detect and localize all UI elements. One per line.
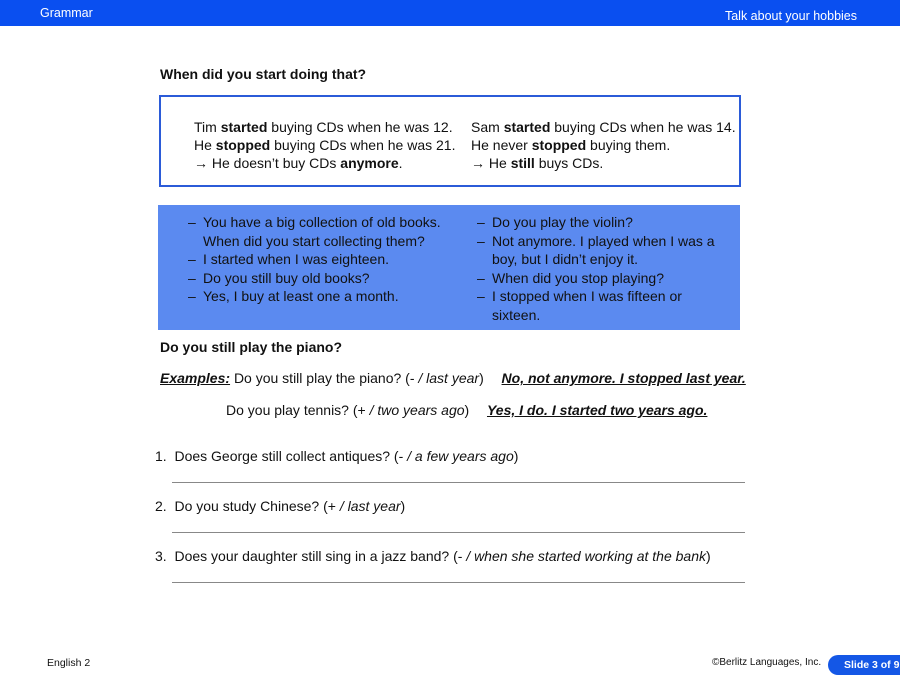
grammar-example-box <box>159 95 741 187</box>
example-2: Do you play tennis? (+ / two years ago) Yes, I do. I started two years ago. <box>226 402 708 418</box>
tim-line-3: → He doesn’t buy CDs anymore. <box>194 155 403 171</box>
examples-label: Examples: <box>160 370 231 386</box>
dialog-line: – Yes, I buy at least one a month. <box>188 287 473 306</box>
exercise-question-2: 2. Do you study Chinese? (+ / last year) <box>155 498 406 514</box>
example-1: Examples: Do you still play the piano? (- / last year) No, not anymore. I stopped last year. <box>160 370 746 386</box>
slide-counter: Slide 3 of 9 <box>828 655 900 675</box>
section-heading-exercise: Do you still play the piano? <box>160 339 343 355</box>
dialog-line: – I stopped when I was fifteen or sixteen. <box>477 287 727 324</box>
sam-line-3: → He still buys CDs. <box>471 155 604 171</box>
section-heading-start: When did you start doing that? <box>160 66 367 82</box>
header-bar <box>0 0 900 26</box>
answer-line-3[interactable] <box>172 582 745 583</box>
example-1-answer: No, not anymore. I stopped last year. <box>501 370 746 386</box>
dialog-line: – Do you still buy old books? <box>188 269 473 288</box>
dialog-line: – You have a big collection of old books. When did you start collecting them? <box>188 213 473 250</box>
dialog-line: – When did you stop playing? <box>477 269 727 288</box>
copyright: ©Berlitz Languages, Inc. <box>712 657 822 668</box>
course-label: English 2 <box>47 657 91 669</box>
dialog-line: – Not anymore. I played when I was a boy, but I didn’t enjoy it. <box>477 232 727 269</box>
tim-line-1: Tim started buying CDs when he was 12. <box>194 119 453 135</box>
answer-line-2[interactable] <box>172 532 745 533</box>
dialog-left <box>188 213 473 306</box>
section-label: Grammar <box>40 6 93 20</box>
topic-label: Talk about your hobbies <box>724 9 857 23</box>
dialog-line: – Do you play the violin? <box>477 213 727 232</box>
dialog-right <box>477 213 727 324</box>
answer-line-1[interactable] <box>172 482 745 483</box>
example-tim <box>194 118 455 172</box>
tim-line-2: He stopped buying CDs when he was 21. <box>194 137 456 153</box>
exercise-question-3: 3. Does your daughter still sing in a jazz band? (- / when she started working at the bank) <box>155 548 711 564</box>
sam-line-2: He never stopped buying them. <box>471 137 671 153</box>
exercise-question-1: 1. Does George still collect antiques? (- / a few years ago) <box>155 448 519 464</box>
example-sam <box>471 118 736 172</box>
sam-line-1: Sam started buying CDs when he was 14. <box>471 119 736 135</box>
example-2-answer: Yes, I do. I started two years ago. <box>486 402 708 418</box>
dialog-line: – I started when I was eighteen. <box>188 250 473 269</box>
